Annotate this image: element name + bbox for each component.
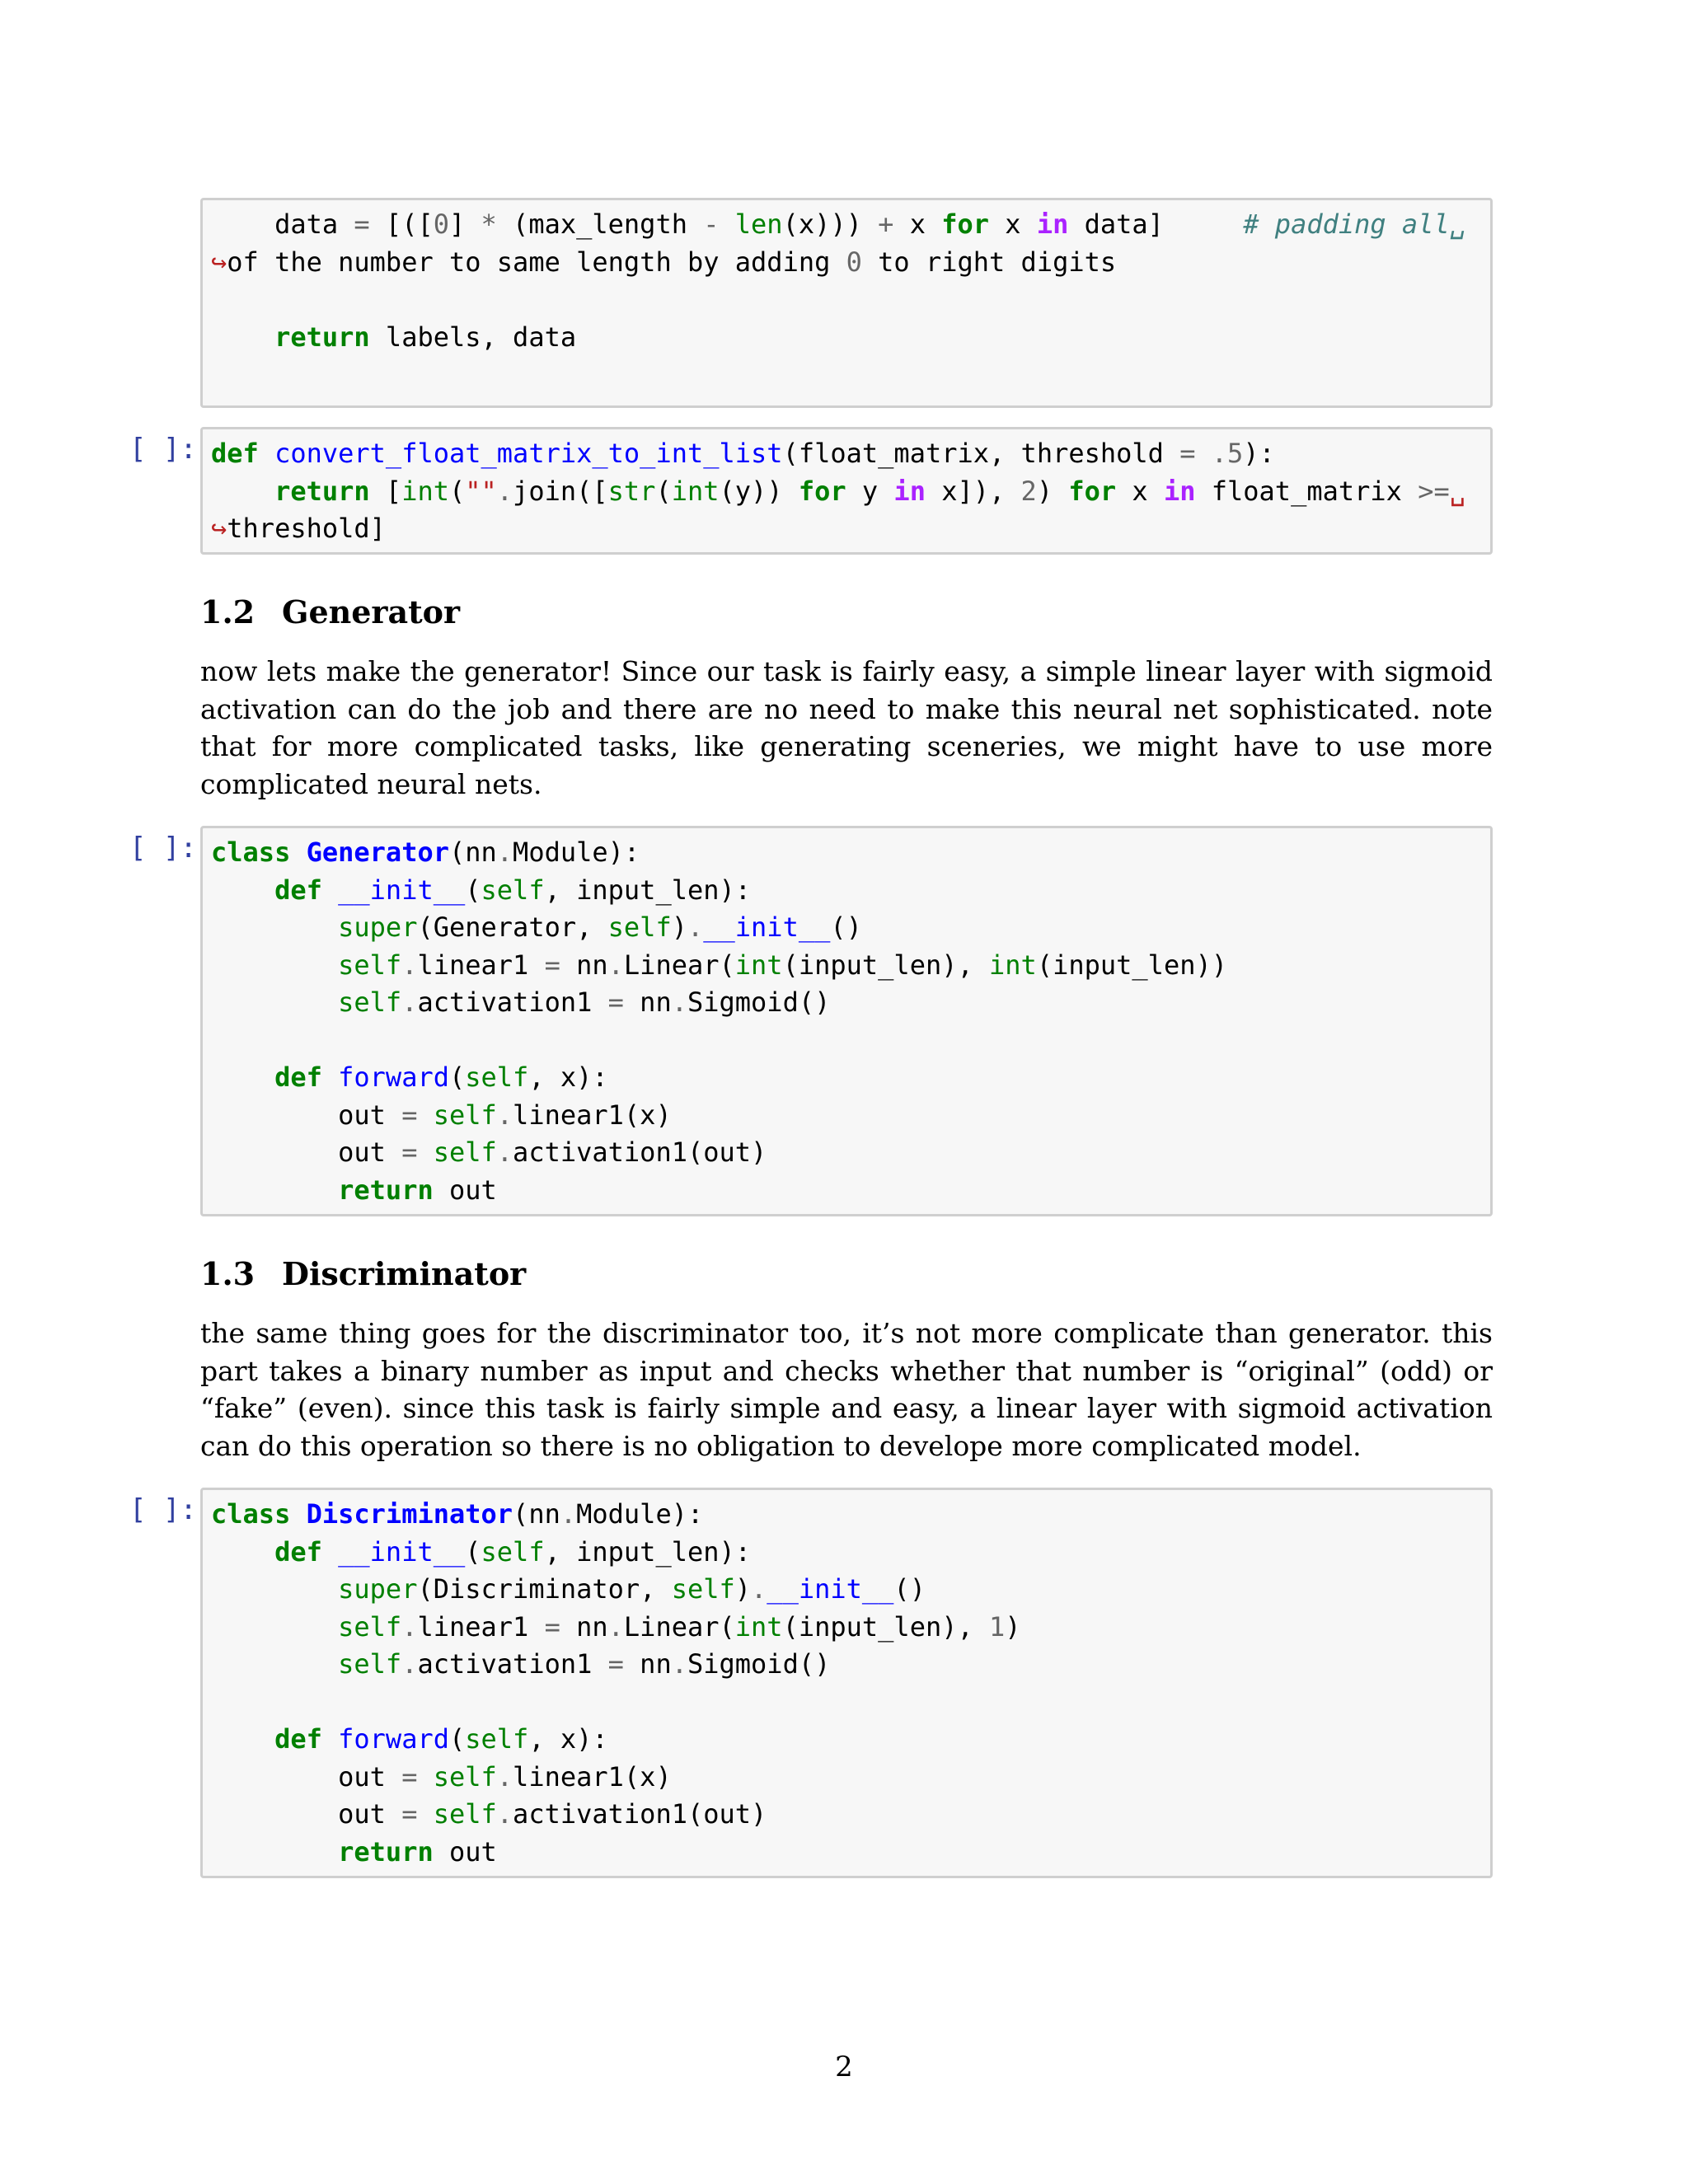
code-line: def forward(self, x): xyxy=(274,1062,608,1093)
cell-prompt: [ ]: xyxy=(129,1493,197,1526)
section-heading-generator xyxy=(200,593,460,630)
section-number: 1.3 xyxy=(200,1255,256,1292)
section-number: 1.2 xyxy=(200,593,256,630)
code-line: super(Generator, self).__init__() xyxy=(338,912,862,943)
section-heading-discriminator xyxy=(200,1255,526,1292)
code-cell-convert-float-matrix[interactable] xyxy=(200,427,1493,555)
code-line: return out xyxy=(338,1174,497,1206)
code-line: return [int("".join([str(int(y)) for y in x]), 2) for x in float_matrix >=␣ xyxy=(274,475,1465,507)
code-line: def forward(self, x): xyxy=(274,1723,608,1755)
code-line: return out xyxy=(338,1835,497,1868)
page-number: 2 xyxy=(835,2050,853,2083)
code-cell-generator-class[interactable] xyxy=(200,826,1493,1216)
code-block xyxy=(203,200,1490,356)
code-line: self.linear1 = nn.Linear(int(input_len), 1) xyxy=(338,1610,1021,1643)
code-line xyxy=(211,1684,1490,1722)
code-line: ↪of the number to same length by adding 0 to right digits xyxy=(211,246,1117,278)
code-line: def __init__(self, input_len): xyxy=(274,1535,752,1568)
cell-prompt: [ ]: xyxy=(129,433,197,466)
code-line: super(Discriminator, self).__init__() xyxy=(338,1573,926,1605)
code-line: out = self.activation1(out) xyxy=(211,1137,767,1168)
code-line: out = self.linear1(x) xyxy=(211,1099,672,1131)
code-line: class Generator(nn.Module): xyxy=(211,837,640,868)
code-cell-discriminator-class[interactable] xyxy=(200,1488,1493,1878)
code-block xyxy=(203,429,1490,548)
code-block xyxy=(203,828,1490,1209)
code-block xyxy=(203,1490,1490,1871)
paragraph-discriminator: the same thing goes for the discriminator too, it’s not more complicate than generator. this part takes a binary number as input and checks whether that number is “original” (odd) or “fake” (even). since this task is fairly simple and easy, a linear layer with sigmoid activation can do this operation so there is no obligation to develope more complicated model. xyxy=(200,1317,1493,1462)
code-line: data = [([0] * (max_length - len(x))) + x for x in data] # padding all␣ xyxy=(211,209,1465,240)
code-line: class Discriminator(nn.Module): xyxy=(211,1498,704,1530)
code-line: out = self.linear1(x) xyxy=(211,1760,672,1793)
cell-prompt: [ ]: xyxy=(129,832,197,865)
code-line: def convert_float_matrix_to_int_list(float_matrix, threshold = .5): xyxy=(211,438,1275,469)
code-line xyxy=(211,1022,1490,1060)
code-line: self.linear1 = nn.Linear(int(input_len), int(input_len)) xyxy=(338,949,1227,981)
section-title: Discriminator xyxy=(282,1255,527,1292)
paragraph-generator: now lets make the generator! Since our task is fairly easy, a simple linear layer with sigmoid activation can do the job and there are no need to make this neural net sophisticated. note that for more complicated tasks, like generating sceneries, we might have to use more complicated neural nets. xyxy=(200,655,1493,800)
code-line: return labels, data xyxy=(274,321,577,353)
code-line: ↪threshold] xyxy=(211,513,386,544)
code-cell-load-data-tail[interactable] xyxy=(200,198,1493,408)
code-line: self.activation1 = nn.Sigmoid() xyxy=(338,1648,831,1680)
code-line: self.activation1 = nn.Sigmoid() xyxy=(338,987,831,1018)
code-line: def __init__(self, input_len): xyxy=(274,874,752,906)
code-line xyxy=(211,281,1490,319)
section-title: Generator xyxy=(282,593,460,630)
code-line: out = self.activation1(out) xyxy=(211,1798,767,1830)
